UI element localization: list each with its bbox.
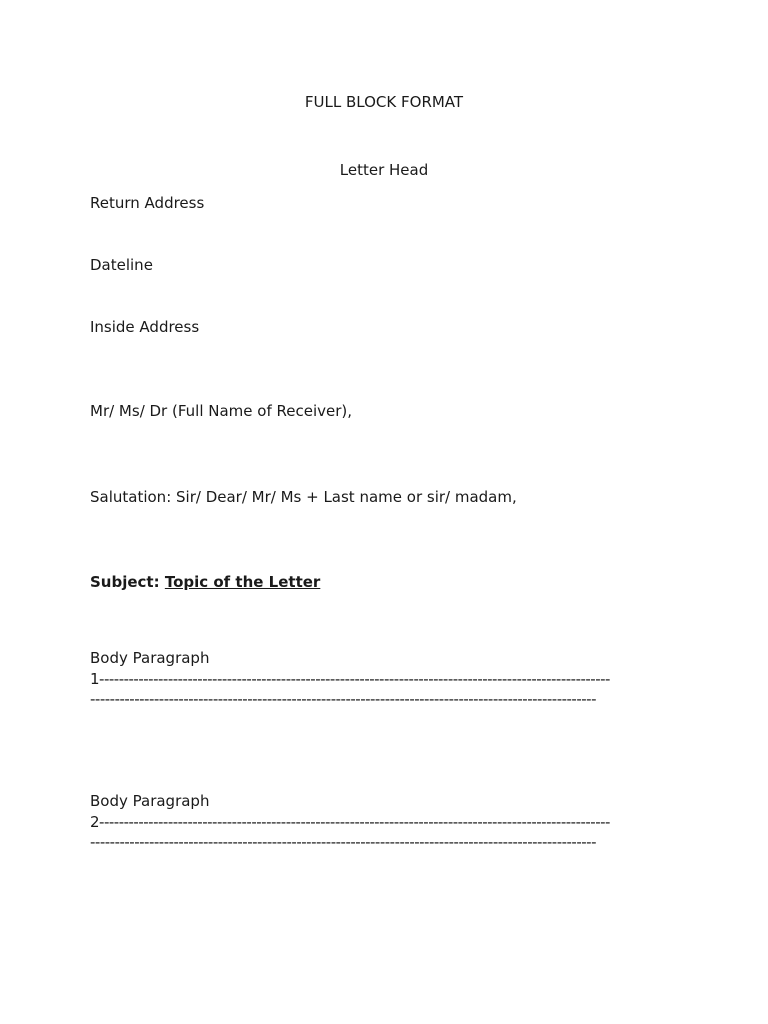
dateline: Dateline bbox=[90, 256, 153, 274]
salutation: Salutation: Sir/ Dear/ Mr/ Ms + Last name or sir/ madam, bbox=[90, 488, 517, 506]
body-paragraph-1-line-2: ------------------------------------------------------------------------------------------------------- bbox=[90, 690, 596, 708]
subject-line bbox=[90, 572, 320, 592]
body-paragraph-1-line-1: 1-------------------------------------------------------------------------------------------------------- bbox=[90, 670, 610, 688]
return-address: Return Address bbox=[90, 194, 205, 212]
inside-address: Inside Address bbox=[90, 318, 200, 336]
subject-label: Subject: bbox=[90, 573, 160, 591]
body-paragraph-2-line-1: 2-------------------------------------------------------------------------------------------------------- bbox=[90, 813, 610, 831]
letter-head: Letter Head bbox=[339, 161, 429, 179]
body-paragraph-1-label: Body Paragraph bbox=[90, 649, 210, 667]
subject-topic: Topic of the Letter bbox=[164, 573, 321, 591]
page-title: FULL BLOCK FORMAT bbox=[304, 93, 464, 111]
body-paragraph-2-label: Body Paragraph bbox=[90, 792, 210, 810]
body-paragraph-2-line-2: ------------------------------------------------------------------------------------------------------- bbox=[90, 833, 596, 851]
receiver-name: Mr/ Ms/ Dr (Full Name of Receiver), bbox=[90, 402, 353, 420]
